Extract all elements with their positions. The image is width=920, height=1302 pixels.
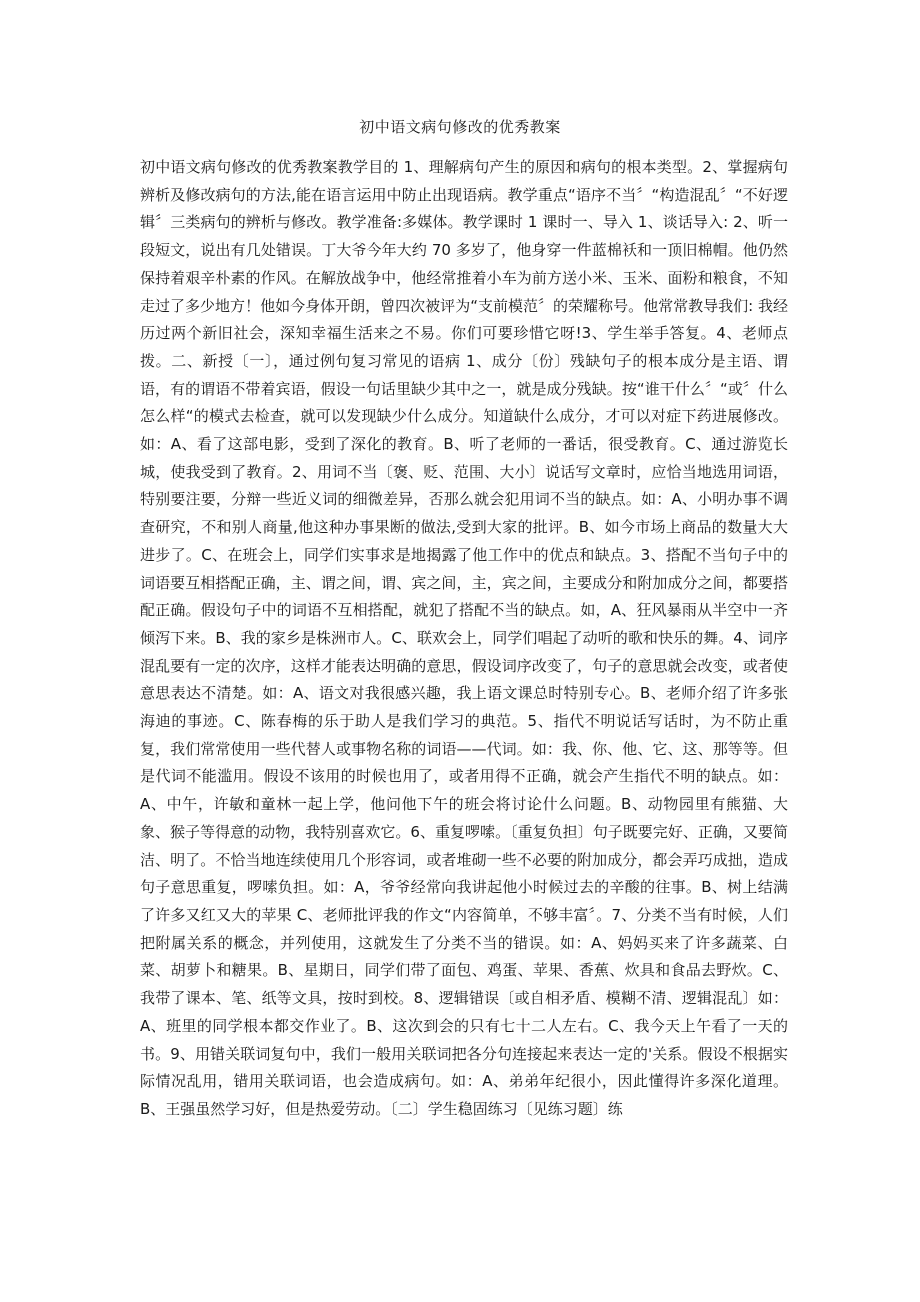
document-title: 初中语文病句修改的优秀教案 [359,118,561,136]
document-body-text: 初中语文病句修改的优秀教案教学目的 1、理解病句产生的原因和病句的根本类型。2、掌握病句辨析及修改病句的方法,能在语言运用中防止出现语病。教学重点“语序不当〞“构造混乱〞“不好逻辑〞三类病句的辨析与修改。教学准备:多媒体。教学课时 1 课时一、导入 1、谈话导入: 2、听一段短文，说出有几处错误。丁大爷今年大约 70 多岁了，他身穿一件蓝棉袄和一顶旧棉帽。他仍然保持着艰辛朴素的作风。在解放战争中，他经常推着小车为前方送小米、玉米、面粉和粮食，不知走过了多少地方！他如今身体开朗，曾四次被评为“支前模范〞的荣耀称号。他常常教导我们: 我经历过两个新旧社会，深知幸福生活来之不易。你们可要珍惜它呀!3、学生举手答复。4、老师点拨。二、新授〔一〕，通过例句复习常见的语病 1、成分〔份〕残缺句子的根本成分是主语、谓语，有的谓语不带着宾语，假设一句话里缺少其中之一，就是成分残缺。按“谁干什么〞“或〞什么怎么样“的模式去检查，就可以发现缺少什么成分。知道缺什么成分，才可以对症下药进展修改。如：A、看了这部电影，受到了深化的教育。B、听了老师的一番话，很受教育。C、通过游览长城，使我受到了教育。2、用词不当〔褒、贬、范围、大小〕说话写文章时，应恰当地选用词语，特别要注要，分辩一些近义词的细微差异，否那么就会犯用词不当的缺点。如：A、小明办事不调查研究，不和别人商量,他这种办事果断的做法,受到大家的批评。B、如今市场上商品的数量大大进步了。C、在班会上，同学们实事求是地揭露了他工作中的优点和缺点。3、搭配不当句子中的词语要互相搭配正确，主、谓之间，谓、宾之间，主，宾之间，主要成分和附加成分之间，都要搭配正确。假设句子中的词语不互相搭配，就犯了搭配不当的缺点。如，A、狂风暴雨从半空中一齐倾泻下来。B、我的家乡是株洲市人。C、联欢会上，同学们唱起了动听的歌和快乐的舞。4、词序混乱要有一定的次序，这样才能表达明确的意思，假设词序改变了，句子的意思就会改变，或者使意思表达不清楚。如：A、语文对我很感兴趣，我上语文课总时特别专心。B、老师介绍了许多张海迪的事迹。C、陈春梅的乐于助人是我们学习的典范。5、指代不明说话写话时，为不防止重复，我们常常使用一些代替人或事物名称的词语——代词。如：我、你、他、它、这、那等等。但是代词不能滥用。假设不该用的时候也用了，或者用得不正确，就会产生指代不明的缺点。如：A、中午，许敏和童林一起上学，他问他下午的班会将讨论什么问题。B、动物园里有熊猫、大象、猴子等得意的动物，我特别喜欢它。6、重复啰嗦。〔重复负担〕句子既要完好、正确，又要简洁、明了。不恰当地连续使用几个形容词，或者堆砌一些不必要的附加成分，都会弄巧成拙，造成句子意思重复，啰嗦负担。如：A，爷爷经常向我讲起他小时候过去的辛酸的往事。B、树上结满了许多又红又大的苹果 C、老师批评我的作文“内容简单，不够丰富〞。7、分类不当有时候，人们把附属关系的概念，并列使用，这就发生了分类不当的错误。如：A、妈妈买来了许多蔬菜、白菜、胡萝卜和糖果。B、星期日，同学们带了面包、鸡蛋、苹果、香蕉、炊具和食品去野炊。C、我带了课本、笔、纸等文具，按时到校。8、逻辑错误〔或自相矛盾、模糊不清、逻辑混乱〕如：A、班里的同学根本都交作业了。B、这次到会的只有七十二人左右。C、我今天上午看了一天的书。9、用错关联词复句中，我们一般用关联词把各分句连接起来表达一定的'关系。假设不根据实际情况乱用，错用关联词语，也会造成病句。如：A、弟弟年纪很小，因此懂得许多深化道理。B、王强虽然学习好，但是热爱劳动。〔二〕学生稳固练习〔见练习题〕练 [140,158,788,1118]
